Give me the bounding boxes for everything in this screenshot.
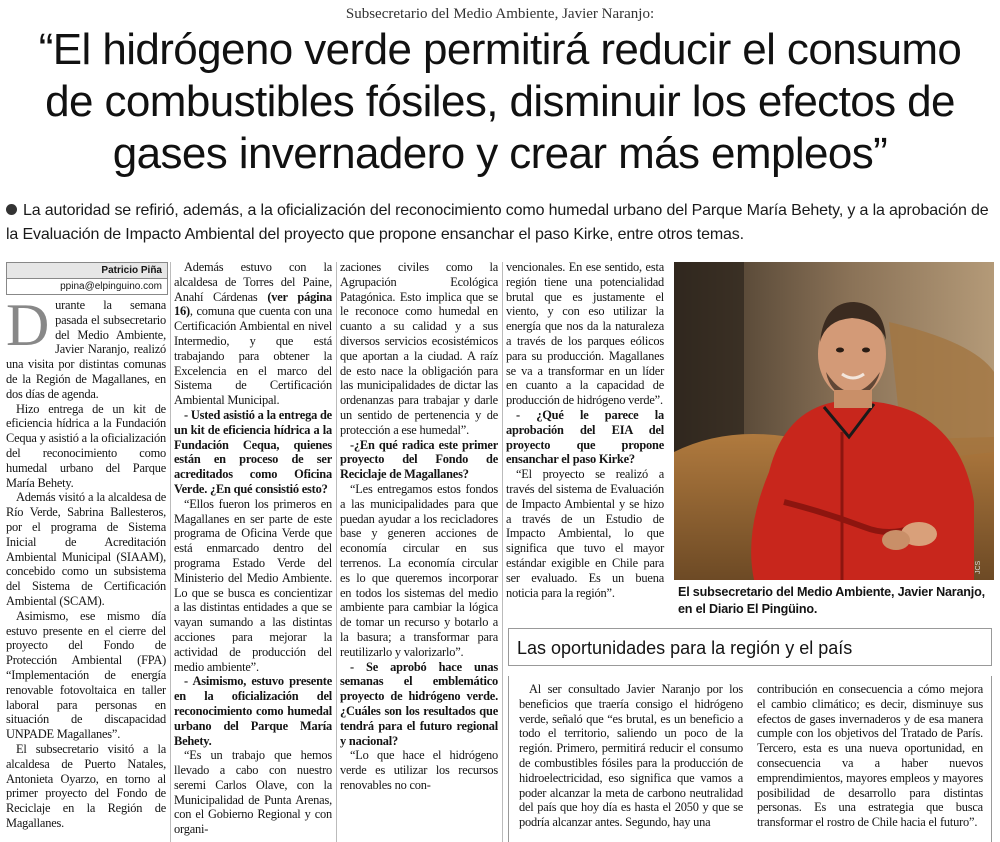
byline-name: Patricio Piña <box>7 263 167 278</box>
column-2 <box>174 260 332 837</box>
answer-2-continued: zaciones civiles como la Agrupación Ecológica Patagónica. Esto implica que se le reconoce como humedal en cuanto a su calidad y a sus diversos servicios ecosistémicos que aportan a la ciudad. A raíz de esto nace la obligación para las municipalidades de dictar las ordenanzas para trabajar y darle un sentido de pertenencia y de protección a ese humedal”. <box>340 260 498 437</box>
col2-paragraph-1 <box>174 260 332 408</box>
column-3 <box>340 260 498 793</box>
question-1: - Usted asistió a la entrega de un kit de eficiencia hídrica a la Fundación Cequa, quienes están en proceso de ser acreditados como Oficina Verde. ¿En qué consistió esto? <box>174 407 332 496</box>
col2-p1-text: Además estuvo con la alcaldesa de Torres del Paine, Anahí Cárdenas <box>174 260 332 304</box>
col1-paragraph-1: urante la semana pasada el subsecretario del Medio Ambiente, Javier Naranjo, realizó una visita por distintas comunas de la Región de Magallanes, en dos días de agenda. <box>6 298 166 401</box>
sidebar-box-right-text: contribución en consecuencia a cómo mejora el cambio climático; es decir, disminuye sus efectos de gases invernaderos y de esa manera cumple con los objetivos del Tratado de París. Tercero, esta es una nueva oportunidad, en consecuencia va a haber nuevos emprendimientos, mayores empleos y mayores posibilidad de desarrollo para distintas personas. Es una estrategia que busca transformar el rostro de Chile hacia el futuro”. <box>757 682 983 830</box>
col2-p1-text-end: , comuna que cuenta con una Certificación Ambiental en nivel Intermedio, y que está trabajando para obtener la Excelencia en el marco del Sistema de Certificación Ambiental Municipal. <box>174 304 332 408</box>
lede <box>6 199 996 247</box>
answer-1: “Ellos fueron los primeros en Magallanes en ser parte de este programa de Oficina Verde que está enmarcado dentro del programa Estado Verde del Ministerio del Medio Ambiente. Lo que se busca es concientizar a las distintas entidades a que se vayan sumando a las distintas acciones para mejorar la actividad de producción del medio ambiente”. <box>174 496 332 674</box>
sidebar-box-title: Las oportunidades para la región y el país <box>508 628 992 666</box>
answer-2: “Es un trabajo que hemos llevado a cabo con nuestro seremi Carlos Olave, con la Municipalidad de Punta Arenas, con el Gobierno Regional y con organi- <box>174 748 332 837</box>
headline-line-3: gases invernadero y crear más empleos” <box>112 129 888 178</box>
bullet-icon <box>6 204 17 215</box>
question-3: -¿En qué radica este primer proyecto del Fondo de Reciclaje de Magallanes? <box>340 437 498 482</box>
question-5: - ¿Qué le parece la aprobación del EIA del proyecto que propone ensanchar el paso Kirke? <box>506 407 664 467</box>
answer-5: “El proyecto se realizó a través del sistema de Evaluación de Impacto Ambiental y se hizo a través de un Estudio de Impacto Ambiental, lo que significa que tuvo el mayor estándar exigible en Chile para ser evaluado. Es un buena noticia para la región”. <box>506 467 664 600</box>
column-divider <box>336 262 337 842</box>
column-4 <box>506 260 664 600</box>
sidebar-box-left-text: Al ser consultado Javier Naranjo por los beneficios que traería consigo el hidrógeno verde, señaló que “es brutal, es un beneficio a todo el territorio, saliendo un poco de la región. Primero, permitirá reducir el consumo de combustibles fósiles para la producción de hidroelectricidad, eso significa que vamos a poder alcanzar la meta de carbono neutralidad del país que hoy día es hasta el 2050 y que se podría alcanzar antes. Segundo, hay una <box>519 682 743 830</box>
col1-paragraph-2: Hizo entrega de un kit de eficiencia hídrica a la Fundación Cequa y asistió a la oficialización del reconocimiento como humedal urbano del Parque María Behety. <box>6 401 166 490</box>
question-4: - Se aprobó hace unas semanas el emblemático proyecto de hidrógeno verde. ¿Cuáles son los resultados que tendrá para el futuro regional y nacional? <box>340 659 498 748</box>
answer-4-continued: vencionales. En ese sentido, esta región tiene una potencialidad brutal que es justamente el viento, y con eso utilizar la energía que nos da la naturaleza a través de los parques eólicos para su producción. Magallanes se va a transformar en un líder en cuanto a la capacidad de producción de hidrógeno verde”. <box>506 260 664 408</box>
byline-email[interactable]: ppina@elpinguino.com <box>7 278 167 294</box>
headline-line-1: “El hidrógeno verde permitirá reducir el consumo <box>38 25 962 74</box>
sidebar-box-right <box>757 682 983 830</box>
column-divider <box>170 262 171 842</box>
byline <box>6 262 168 295</box>
photo-subsecretario <box>674 262 994 580</box>
headline-line-2: de combustibles fósiles, disminuir los efectos de <box>45 77 955 126</box>
photo-credit: JCS <box>975 560 982 574</box>
headline <box>0 24 1000 180</box>
col1-paragraph-4: Asimismo, ese mismo día estuvo presente en el cierre del proyecto del Fondo de Protección Ambiental (FPA) “Implementación de energía renovable fotovoltaica en taller laboral para personas en situación de discapacidad UNPADE Magallanes”. <box>6 608 166 742</box>
col1-paragraph-3: Además visitó a la alcaldesa de Río Verde, Sabrina Ballesteros, por el programa de Sistema Inicial de Acreditación Ambiental Municipal (SIAAM), concebido como un subsistema del Sistema de Certificación Ambiental (SCAM). <box>6 490 166 608</box>
sidebar-box <box>508 676 992 842</box>
page-reference: (ver página 16) <box>174 289 333 319</box>
drop-cap: D <box>6 292 50 358</box>
lede-text: La autoridad se refirió, además, a la oficialización del reconocimiento como humedal urbano del Parque María Behety, y a la aprobación de la Evaluación de Impacto Ambiental del proyecto que propone ensanchar el paso Kirke, entre otros temas. <box>6 202 989 243</box>
col1-paragraph-5: El subsecretario visitó a la alcaldesa de Puerto Natales, Antonieta Oyarzo, en torno al primer proyecto del Fondo de Reciclaje en la Región de Magallanes. <box>6 741 166 830</box>
column-divider <box>502 262 503 842</box>
answer-4: “Lo que hace el hidrógeno verde es utilizar los recursos renovables no con- <box>340 748 498 792</box>
photo-illustration <box>674 262 994 580</box>
answer-3: “Les entregamos estos fondos a las municipalidades para que puedan ayudar a los recicladores base y generen acciones de economía circular en sus terrenos. La economía circular es lo que queremos incorporar en todos los sistemas del medio ambiente para cambiar la lógica de tomar un recurso y botarlo a la basura; a transformar para reutilizarlo y valorizarlo”. <box>340 481 498 659</box>
kicker: Subsecretario del Medio Ambiente, Javier Naranjo: <box>345 6 655 22</box>
question-2: - Asimismo, estuvo presente en la oficialización del reconocimiento como humedal urbano del Parque María Behety. <box>174 674 332 748</box>
column-1 <box>6 292 166 831</box>
photo-caption: El subsecretario del Medio Ambiente, Javier Naranjo, en el Diario El Pingüino. <box>678 585 985 616</box>
sidebar-box-left <box>519 682 743 830</box>
